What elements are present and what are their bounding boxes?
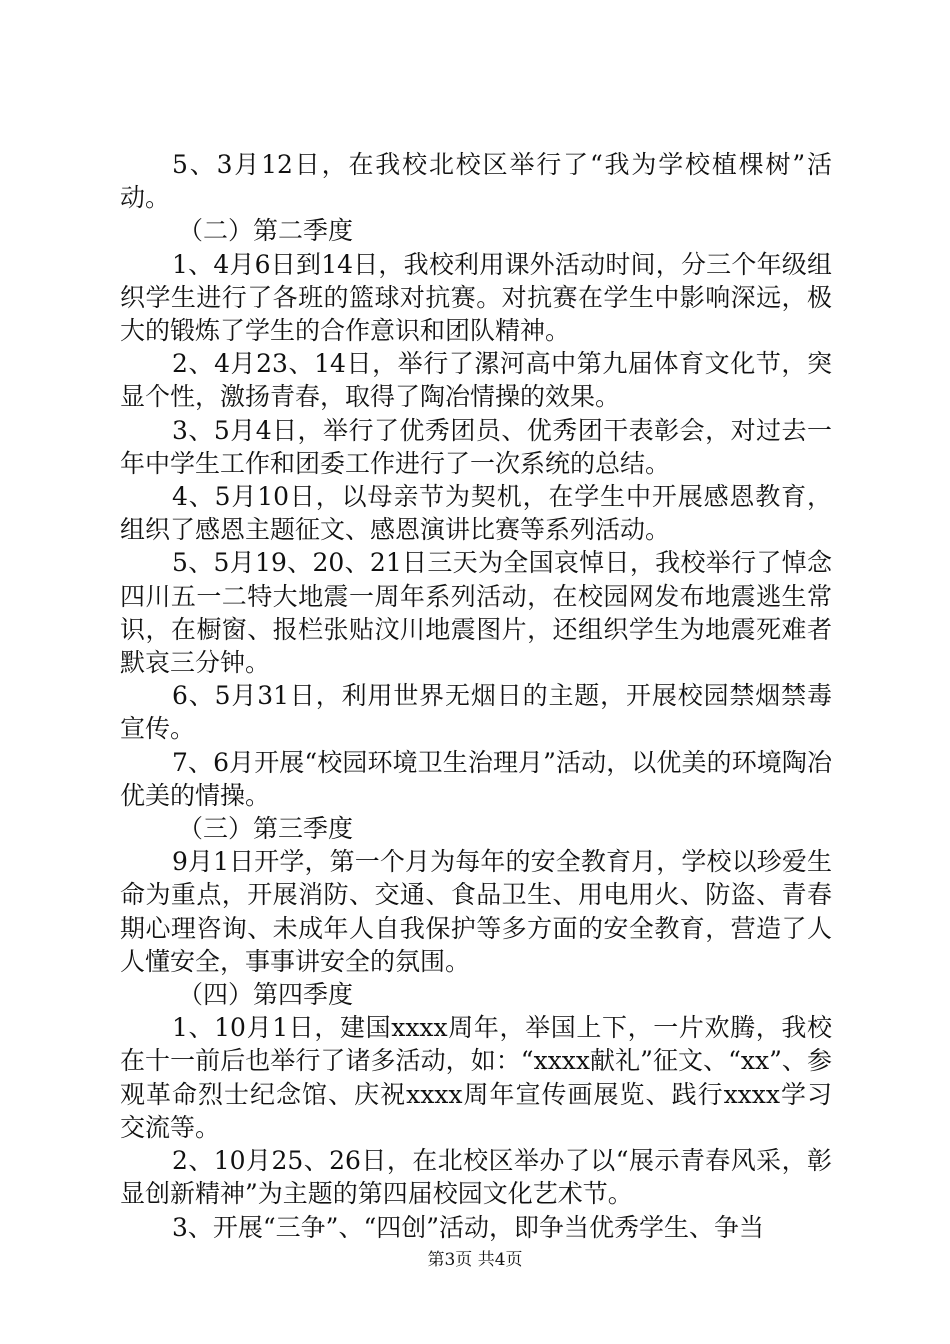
paragraph-league-awards: 3、5月4日，举行了优秀团员、优秀团干表彰会，对过去一年中学生工作和团委工作进行了一次系统的总结。 <box>120 415 832 478</box>
page-number-footer: 第3页 共4页 <box>427 1250 523 1270</box>
paragraph-sports-festival: 2、4月23、14日，举行了漯河高中第九届体育文化节，突显个性，激扬青春，取得了陶冶情操的效果。 <box>120 349 832 412</box>
document-body <box>120 148 832 1244</box>
paragraph-earthquake-memorial: 5、5月19、20、21日三天为全国哀悼日，我校举行了悼念四川五一二特大地震一周年系列活动，在校园网发布地震逃生常识，在橱窗、报栏张贴汶川地震图片，还组织学生为地震死难者默哀三分钟。 <box>120 548 832 678</box>
paragraph-mothers-day: 4、5月10日，以母亲节为契机，在学生中开展感恩教育，组织了感恩主题征文、感恩演讲比赛等系列活动。 <box>120 482 832 545</box>
paragraph-no-tobacco: 6、5月31日，利用世界无烟日的主题，开展校园禁烟禁毒宣传。 <box>120 681 832 744</box>
paragraph-safety-month: 9月1日开学，第一个月为每年的安全教育月，学校以珍爱生命为重点，开展消防、交通、食品卫生、用电用火、防盗、青春期心理咨询、未成年人自我保护等多方面的安全教育，营造了人人懂安全，事事讲安全的氛围。 <box>120 847 832 976</box>
section-heading-q4: （四）第四季度 <box>178 980 354 1010</box>
paragraph-art-festival: 2、10月25、26日，在北校区举办了以“展示青春风采，彰显创新精神”为主题的第四届校园文化艺术节。 <box>120 1146 832 1209</box>
section-heading-q2: （二）第二季度 <box>178 216 354 246</box>
paragraph-basketball: 1、4月6日到14日，我校利用课外活动时间，分三个年级组织学生进行了各班的篮球对抗赛。对抗赛在学生中影响深远，极大的锻炼了学生的合作意识和团队精神。 <box>120 249 832 346</box>
paragraph-tree-planting: 5、3月12日，在我校北校区举行了“我为学校植棵树”活动。 <box>120 150 832 213</box>
section-heading-q3: （三）第三季度 <box>178 814 354 844</box>
paragraph-three-four-campaign: 3、开展“三争”、“四创”活动，即争当优秀学生、争当 <box>172 1212 765 1242</box>
paragraph-national-day: 1、10月1日，建国xxxx周年，举国上下，一片欢腾，我校在十一前后也举行了诸多活动，如：“xxxx献礼”征文、“xx”、参观革命烈士纪念馆、庆祝xxxx周年宣传画展览、践行xxxx学习交流等。 <box>120 1013 832 1142</box>
paragraph-environment-month: 7、6月开展“校园环境卫生治理月”活动，以优美的环境陶冶优美的情操。 <box>120 747 832 810</box>
